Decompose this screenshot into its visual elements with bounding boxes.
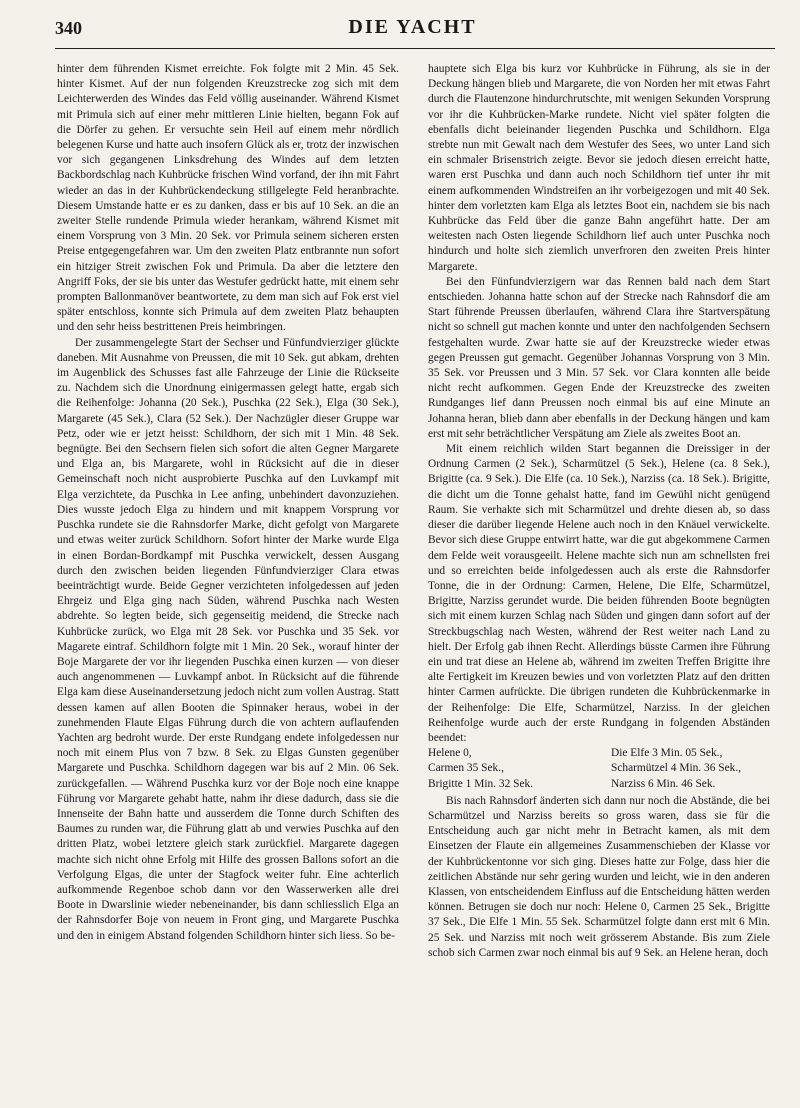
paragraph: hinter dem führenden Kismet erreichte. Fok folgte mit 2 Min. 45 Sek. hinter Kismet. Auf der nun folgenden Kreuzstrecke zog sich mit dem Leichterwerden des Windes das Feld völlig auseinander. Während Kismet mit Primula sich auf einer mehr mittleren Linie hielten, begann Fok auf die Dörfer zu gehen. Er versuchte sein Heil auf einem mehr nördlich belegenen Kurse und hatte auch insofern Glück als er, trotz der inzwischen vor sich gegangenen Linksdrehung des Windes auf dem letzten Backbordschlag nach Kuhbrücke frischen Wind vorfand, der ihn mit Fahrt wieder an das in der Kuhbrückendeckung stillgelegte Feld heranbrachte. Diesem Umstande hatte er es zu danken, dass er bis auf 10 Sek. an die an zweiter Stelle rundende Primula wieder herankam, während Kismet mit einem Vorsprung von 3 Min. 20 Sek. vor Primula seinem sicheren ersten Preise entgegengefahren war. Um den zweiten Platz entbrannte nun sofort ein hitziger Streit zwischen Fok und Primula. Da aber die letztere den Angriff Foks, der sie bis unter das Westufer gedrückt hatte, mit einem sehr prompten Ballonmanöver beantwortete, zu dem man sich auf Fok erst viel später entschloss, konnte sich Primula auf dem zweiten Platz behaupten und den sehr heiss bestrittenen Preis heimbringen. [57, 63, 399, 334]
running-title: DIE YACHT [348, 16, 477, 38]
left-column [57, 62, 399, 944]
paragraph: Mit einem reichlich wilden Start begannen die Dreissiger in der Ordnung Carmen (2 Sek.), Scharmützel (5 Sek.), Helene (ca. 8 Sek.), Brigitte (ca. 9 Sek.). Die Elfe (ca. 10 Sek.), Narziss (ca. 18 Sek.). Brigitte, die dicht um die Tonne gehalst hatte, fand im Gewühl nicht genügend Raum. Sie verhakte sich mit Scharmützel und drehte diesen ab, so dass dieser die darüber liegende Helene auch noch in den Knäuel verwickelte. Bevor sich diese Gruppe entwirrt hatte, war die gut abgekommene Carmen dem Felde weit vorausgeeilt. Helene machte sich nun am schnellsten frei und so erreichten beide infolgedessen auch als erste die Rahnsdorfer Tonne, die in der Ordnung: Carmen, Helene, Die Elfe, Scharmützel, Brigitte, Narziss gerundet wurde. Die beiden führenden Boote begnügten sich mit einem kurzen Schlag nach Süden und gingen dann sofort auf der Streckbugschlag nach Westen, während der Rest weiter nach Land zu hielt. Der Erfolg gab ihnen Recht. Allerdings büsste Carmen ihre Führung ein und trat diese an Helene ab, während im zweiten Treffen Brigitte ihre alte Fertigkeit im Kreuzen bewies und von vorletzten Platz auf den dritten hinter Carmen aufrückte. Die übrigen rundeten die Kuhbrückenmarke in der Reihenfolge: Die Elfe, Scharmützel, Narziss. In der gleichen Reihenfolge wurde auch der erste Rundgang in folgenden Abständen beendet: [428, 443, 770, 744]
standings-entry: Die Elfe 3 Min. 05 Sek., [611, 747, 723, 760]
right-column [428, 62, 770, 961]
standings-entry: Scharmützel 4 Min. 36 Sek., [611, 762, 742, 775]
header-divider [55, 48, 775, 49]
paragraph: Bis nach Rahnsdorf änderten sich dann nur noch die Abstände, die bei Scharmützel und Narziss bereits so gross waren, dass sie für die Entscheidung auch gar nicht mehr in Betracht kamen, als mit dem Einsetzen der Flaute ein allgemeines Zusammenschieben der Klasse vor der Kuhbrückentonne vor sich ging. Dieses hatte zur Folge, dass hier die zeitlichen Abstände nur sehr gering wurden und leicht, wie in den anderen Klassen, von entscheidendem Einfluss auf die Entscheidung hätten werden können. Betrugen sie doch nur noch: Helene 0, Carmen 25 Sek., Brigitte 37 Sek., Die Elfe 1 Min. 55 Sek. Scharmützel folgte dann erst mit 6 Min. 25 Sek. und Narziss mit noch weit grösserem Abstande. Bis zum Ziele schob sich Carmen zwar noch einmal bis auf 9 Sek. an Helene heran, doch [428, 794, 770, 959]
paragraph: Der zusammengelegte Start der Sechser und Fünfundvierziger glückte daneben. Mit Ausnahme von Preussen, die mit 10 Sek. gut abkam, drehten im Augenblick des Schusses fast alle Fahrzeuge der Linie die Rückseite zu. Nachdem sich die Unordnung einigermassen gelegt hatte, ergab sich die Reihenfolge: Johanna (20 Sek.), Puschka (22 Sek.), Elga (30 Sek.), Margarete (45 Sek.), Clara (52 Sek.). Der Nachzügler dieser Gruppe war Petz, oder wie er jetzt heisst: Schildhorn, der sich mit 1 Min. 48 Sek. begnügte. Bei den Sechsern fielen sich sofort die alten Gegner Margarete und Elga an, bis Margarete, wohl in Rücksicht auf die in dieser Gemeinschaft noch nicht ausprobierte Puschka auf den Luvkampf mit Elga verzichtete, da Puschka in Lee anfing, unbehindert davonzuziehen. Dies wusste jedoch Elga zu hindern und mit knappem Vorsprung vor Puschka rundete sie die Rahnsdorfer Marke, dicht gefolgt von Margarete und etwas weiter zurück Schildhorn. Sofort hinter der Marke wurde Elga in einen Bordan-Bordkampf mit Puschka verwickelt, dessen Ausgang durch den zwischen beiden liegenden Fünfundvierziger Clara etwas beeinträchtigt wurde. Beide Gegner verzichteten infolgedessen auf jeden Ehrgeiz und Elga ging nach Süden, während Puschka nach Westen abdrehte. So legten beide, sich gegenseitig meidend, die Strecke nach Kuhbrücke zurück, wo Elga mit 28 Sek. vor Puschka und 35 Sek. vor Magarete eintraf. Schildhorn folgte mit 1 Min. 20 Sek., worauf hinter der Boje Margarete der vor ihr liegenden Puschka einen kurzen — von dieser auch angenommenen — Luvkampf anbot. In Rücksicht auf die führende Elga kam diese Auseinandersetzung jedoch nicht zum vollen Austrag. Statt dessen kamen auf allen Booten die Spinnaker heraus, wobei in der zunehmenden Flaute Elgas Führung durch die von achtern auflaufenden Yachten arg bedroht wurde. Der erste Rundgang endete infolgedessen nur noch mit einem Plus von 7 bzw. 8 Sek. zu Elgas Gunsten gegenüber Margarete und Puschka. Schildhorn dagegen war bis auf 2 Min. 06 Sek. zurückgefallen. — Während Puschka kurz vor der Boje noch eine knappe Führung vor Margarete gehabt hatte, nahm ihr diese dadurch, dass sie die Innenseite der Bahn hatte und ausserdem die Tonne durch Schiften des Baumes zu runden war, die Führung glatt ab und verwies Puschka auf den dritten Platz, wobei letztere gleich stark zurückfiel. Margarete dagegen machte sich nicht ohne Erfolg mit Hilfe des grossen Ballons sofort an die Verfolgung Elgas, die unter der Stagfock weiter fuhr. Eine achterlich aufkommende Regenboe schob dann vor den Wasserwerken alle drei Boote in Dwarslinie wieder nebeneinander, bis dann schliesslich Elga an der Rahnsdorfer Boje von neuem in Front ging, und Margarete Puschka und den in einigem Abstand folgenden Schildhorn hinter sich liess. So be- [57, 336, 399, 942]
standings-entry: Helene 0, [428, 747, 472, 760]
page-number: 340 [55, 18, 82, 38]
paragraph: Bei den Fünfundvierzigern war das Rennen bald nach dem Start entschieden. Johanna hatte schon auf der Strecke nach Rahnsdorf die am Start führende Preussen überlaufen, während Clara ihre Startverspätung nicht so schnell gut machen konnte und unter den nachfolgenden Sechsern festgehalten wurde. Zwar hatte sie auf der Kreuzstrecke wieder etwas gegen Preussen gut gemacht. Gegenüber Johannas Vorsprung von 3 Min. 35 Sek. vor Preussen und 3 Min. 57 Sek. vor Clara konnten alle beide nicht recht aufkommen. Gegen Ende der Kreuzstrecke des zweiten Rundganges lief dann Preussen noch einmal bis auf eine Minute an Johanna heran, blieb dann aber ebenfalls in der Deckung hängen und kam erst mit sehr beträchtlicher Verspätung am Ziele als zweites Boot an. [428, 275, 770, 440]
paragraph: hauptete sich Elga bis kurz vor Kuhbrücke in Führung, als sie in der Deckung hängen blieb und Margarete, die von Norden her mit etwas Fahrt durch die Flautenzone hindurchrutschte, mit wenigen Sekunden Vorsprung vor ihr die Kuhbrücken-Marke rundete. Nicht viel später folgten die ebenfalls dicht beieinander liegenden Puschka und Schildhorn. Elga strebte nun mit Gewalt nach dem Westufer des Sees, wo unter Land sich ein schmaler Brisenstrich zeigte. Bevor sie jedoch diesen erreicht hatte, waren erst Puschka und dann auch noch Schildhorn tief unter ihr mit einem aufkommenden Windstreifen an ihr vorbeigezogen und mit 40 Sek. hinter dem vorletzten kam Elga als letztes Boot ein, nachdem sie bis nach Kuhbrücke das Feld über die ganze Bahn angeführt hatte. Der am weitesten nach Osten liegende Schildhorn lief auch unter Puschka noch hindurch und holte sich ziemlich unverfroren den zweiten Preis hinter Margarete. [428, 63, 770, 273]
standings-entry: Narziss 6 Min. 46 Sek. [611, 777, 716, 790]
standings-entry: Brigitte 1 Min. 32 Sek. [428, 777, 534, 790]
standings-table [428, 746, 770, 792]
page-header [55, 14, 770, 44]
standings-entry: Carmen 35 Sek., [428, 762, 504, 775]
